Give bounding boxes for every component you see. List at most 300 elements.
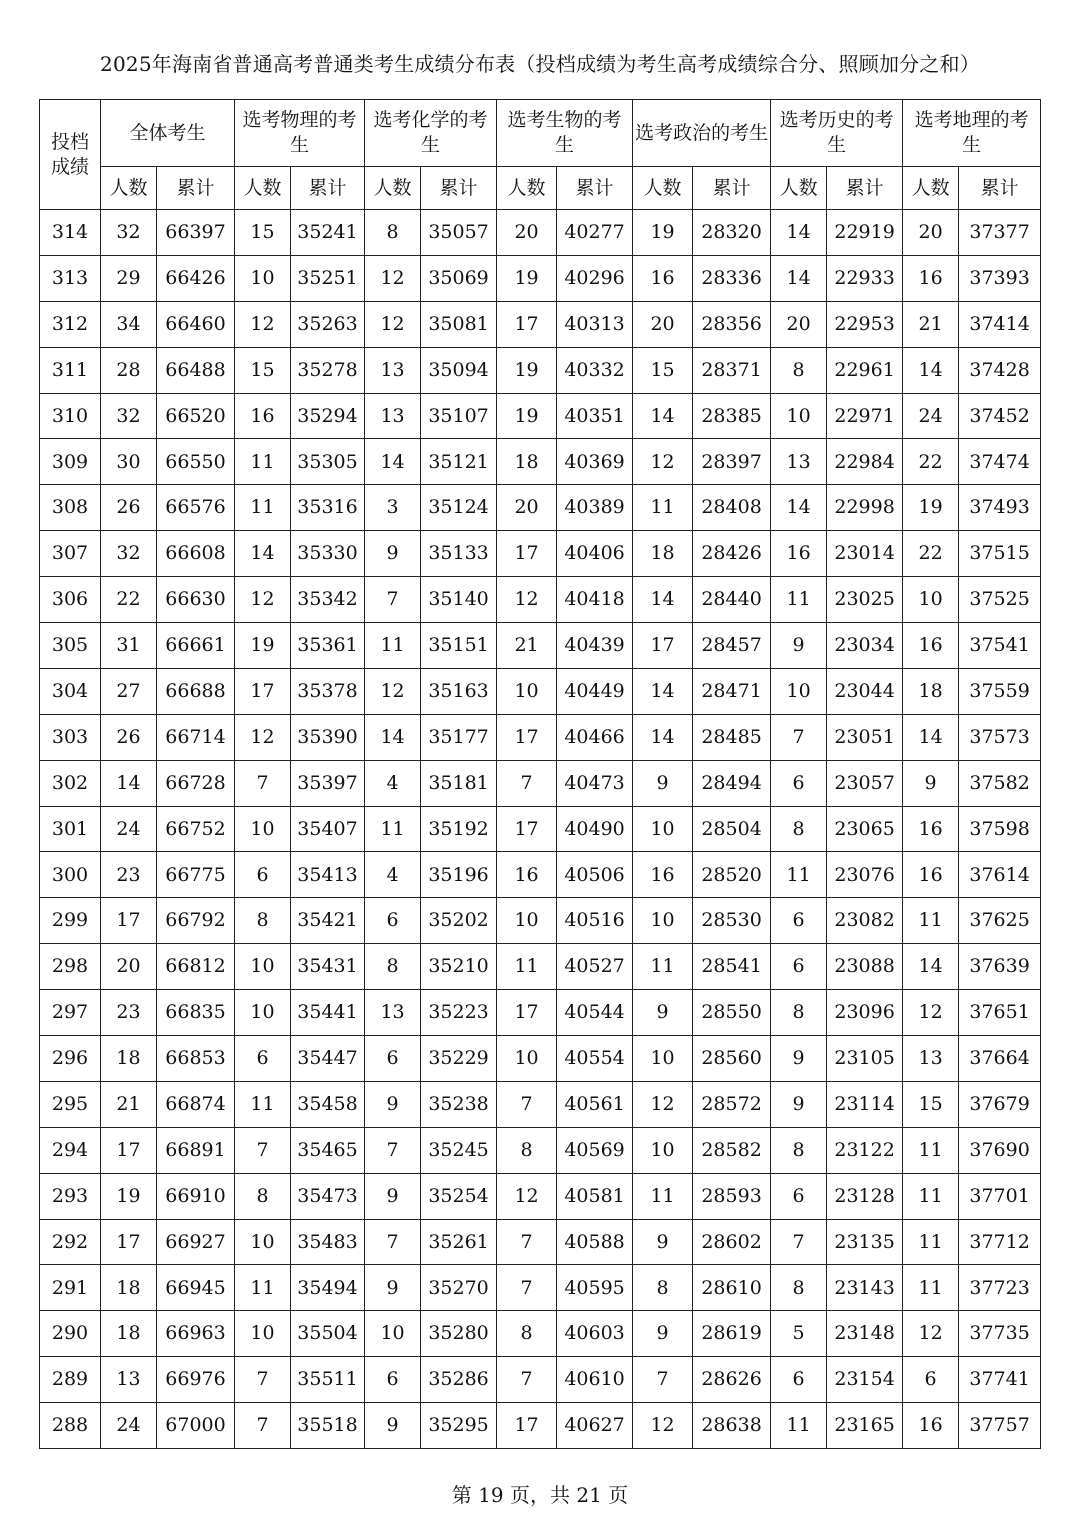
count-cell: 17	[235, 668, 291, 714]
count-cell: 9	[365, 1265, 421, 1311]
cumulative-cell: 35057	[421, 210, 497, 256]
count-header: 人数	[497, 167, 557, 210]
count-cell: 34	[101, 301, 157, 347]
count-cell: 7	[365, 1219, 421, 1265]
cumulative-header: 累计	[557, 167, 633, 210]
table-row	[40, 210, 1041, 256]
count-cell: 16	[771, 531, 827, 577]
count-header: 人数	[101, 167, 157, 210]
cumulative-cell: 35278	[291, 347, 365, 393]
cumulative-cell: 22971	[827, 393, 903, 439]
count-cell: 17	[101, 898, 157, 944]
count-cell: 11	[633, 944, 693, 990]
table-row	[40, 1081, 1041, 1127]
count-cell: 13	[365, 990, 421, 1036]
cumulative-cell: 40627	[557, 1403, 633, 1449]
cumulative-cell: 40449	[557, 668, 633, 714]
cumulative-cell: 40473	[557, 760, 633, 806]
count-cell: 8	[365, 210, 421, 256]
count-cell: 11	[771, 577, 827, 623]
cumulative-cell: 66688	[157, 668, 235, 714]
count-cell: 9	[771, 1036, 827, 1082]
score-cell: 310	[40, 393, 101, 439]
count-cell: 14	[903, 944, 959, 990]
cumulative-cell: 37573	[959, 714, 1041, 760]
cumulative-cell: 66853	[157, 1036, 235, 1082]
cumulative-cell: 37474	[959, 439, 1041, 485]
count-cell: 7	[235, 1127, 291, 1173]
cumulative-cell: 35251	[291, 255, 365, 301]
table-row	[40, 852, 1041, 898]
count-cell: 8	[497, 1311, 557, 1357]
cumulative-cell: 23065	[827, 806, 903, 852]
count-cell: 6	[365, 1036, 421, 1082]
cumulative-cell: 23082	[827, 898, 903, 944]
cumulative-cell: 66927	[157, 1219, 235, 1265]
count-cell: 17	[497, 990, 557, 1036]
count-cell: 12	[365, 668, 421, 714]
count-cell: 14	[235, 531, 291, 577]
table-row	[40, 1173, 1041, 1219]
table-row	[40, 1036, 1041, 1082]
page-footer: 第 19 页，共 21 页	[451, 1483, 629, 1507]
cumulative-cell: 66874	[157, 1081, 235, 1127]
count-cell: 15	[633, 347, 693, 393]
table-row	[40, 1127, 1041, 1173]
count-cell: 32	[101, 531, 157, 577]
cumulative-cell: 23096	[827, 990, 903, 1036]
count-cell: 28	[101, 347, 157, 393]
cumulative-cell: 40369	[557, 439, 633, 485]
count-cell: 12	[633, 439, 693, 485]
cumulative-cell: 40296	[557, 255, 633, 301]
count-cell: 17	[497, 1403, 557, 1449]
count-cell: 11	[771, 852, 827, 898]
count-cell: 12	[903, 990, 959, 1036]
cumulative-cell: 35229	[421, 1036, 497, 1082]
count-cell: 10	[633, 898, 693, 944]
score-cell: 293	[40, 1173, 101, 1219]
count-cell: 20	[771, 301, 827, 347]
score-cell: 302	[40, 760, 101, 806]
count-cell: 11	[903, 1173, 959, 1219]
table-row	[40, 898, 1041, 944]
count-cell: 24	[903, 393, 959, 439]
count-cell: 18	[101, 1311, 157, 1357]
cumulative-cell: 35397	[291, 760, 365, 806]
score-cell: 309	[40, 439, 101, 485]
count-cell: 6	[771, 944, 827, 990]
cumulative-cell: 40406	[557, 531, 633, 577]
cumulative-cell: 37559	[959, 668, 1041, 714]
cumulative-cell: 23122	[827, 1127, 903, 1173]
count-cell: 20	[903, 210, 959, 256]
count-cell: 10	[235, 944, 291, 990]
count-cell: 18	[101, 1036, 157, 1082]
table-row	[40, 531, 1041, 577]
count-cell: 6	[365, 1357, 421, 1403]
cumulative-cell: 22919	[827, 210, 903, 256]
cumulative-cell: 37701	[959, 1173, 1041, 1219]
count-cell: 9	[633, 1311, 693, 1357]
count-cell: 10	[497, 1036, 557, 1082]
cumulative-cell: 66397	[157, 210, 235, 256]
cumulative-cell: 28397	[693, 439, 771, 485]
cumulative-cell: 35223	[421, 990, 497, 1036]
count-header: 人数	[235, 167, 291, 210]
table-row	[40, 806, 1041, 852]
cumulative-cell: 28356	[693, 301, 771, 347]
cumulative-cell: 28371	[693, 347, 771, 393]
cumulative-cell: 23014	[827, 531, 903, 577]
count-cell: 7	[497, 1081, 557, 1127]
count-cell: 19	[497, 255, 557, 301]
count-cell: 17	[497, 531, 557, 577]
count-cell: 16	[903, 623, 959, 669]
count-cell: 14	[771, 485, 827, 531]
cumulative-cell: 37541	[959, 623, 1041, 669]
score-cell: 305	[40, 623, 101, 669]
cumulative-cell: 40610	[557, 1357, 633, 1403]
cumulative-cell: 35330	[291, 531, 365, 577]
table-row	[40, 347, 1041, 393]
cumulative-cell: 23165	[827, 1403, 903, 1449]
count-cell: 14	[633, 577, 693, 623]
cumulative-cell: 23057	[827, 760, 903, 806]
count-cell: 7	[497, 1265, 557, 1311]
count-cell: 19	[497, 393, 557, 439]
cumulative-cell: 40595	[557, 1265, 633, 1311]
group-header-physics: 选考物理的考生	[235, 100, 365, 167]
count-cell: 14	[365, 714, 421, 760]
count-cell: 17	[497, 714, 557, 760]
group-header-chemistry: 选考化学的考生	[365, 100, 497, 167]
cumulative-cell: 28530	[693, 898, 771, 944]
count-cell: 24	[101, 806, 157, 852]
count-cell: 8	[771, 990, 827, 1036]
cumulative-cell: 23154	[827, 1357, 903, 1403]
count-cell: 9	[365, 1403, 421, 1449]
cumulative-cell: 40418	[557, 577, 633, 623]
cumulative-cell: 35483	[291, 1219, 365, 1265]
cumulative-cell: 66576	[157, 485, 235, 531]
cumulative-cell: 28550	[693, 990, 771, 1036]
cumulative-cell: 66945	[157, 1265, 235, 1311]
cumulative-cell: 66608	[157, 531, 235, 577]
count-cell: 14	[633, 393, 693, 439]
count-cell: 9	[365, 1173, 421, 1219]
cumulative-cell: 35121	[421, 439, 497, 485]
count-cell: 14	[633, 668, 693, 714]
count-cell: 9	[633, 1219, 693, 1265]
cumulative-cell: 28320	[693, 210, 771, 256]
count-cell: 15	[235, 210, 291, 256]
cumulative-cell: 66835	[157, 990, 235, 1036]
count-cell: 6	[771, 1357, 827, 1403]
count-cell: 11	[365, 623, 421, 669]
count-cell: 7	[497, 1219, 557, 1265]
count-cell: 12	[903, 1311, 959, 1357]
count-cell: 8	[771, 1265, 827, 1311]
count-cell: 23	[101, 852, 157, 898]
score-cell: 307	[40, 531, 101, 577]
cumulative-cell: 28426	[693, 531, 771, 577]
count-cell: 7	[497, 1357, 557, 1403]
count-cell: 20	[633, 301, 693, 347]
count-cell: 11	[903, 898, 959, 944]
count-cell: 14	[633, 714, 693, 760]
cumulative-cell: 23051	[827, 714, 903, 760]
cumulative-cell: 66963	[157, 1311, 235, 1357]
count-cell: 10	[497, 898, 557, 944]
count-cell: 26	[101, 714, 157, 760]
count-cell: 6	[235, 852, 291, 898]
score-cell: 292	[40, 1219, 101, 1265]
count-cell: 11	[903, 1127, 959, 1173]
cumulative-cell: 35181	[421, 760, 497, 806]
cumulative-cell: 28626	[693, 1357, 771, 1403]
cumulative-cell: 35124	[421, 485, 497, 531]
count-cell: 19	[101, 1173, 157, 1219]
count-cell: 14	[101, 760, 157, 806]
score-distribution-table	[39, 99, 1041, 1449]
count-cell: 5	[771, 1311, 827, 1357]
cumulative-cell: 23076	[827, 852, 903, 898]
cumulative-cell: 35473	[291, 1173, 365, 1219]
cumulative-cell: 35261	[421, 1219, 497, 1265]
cumulative-cell: 35263	[291, 301, 365, 347]
cumulative-cell: 28408	[693, 485, 771, 531]
table-row	[40, 944, 1041, 990]
cumulative-cell: 40603	[557, 1311, 633, 1357]
count-cell: 22	[903, 531, 959, 577]
cumulative-cell: 37598	[959, 806, 1041, 852]
cumulative-cell: 40351	[557, 393, 633, 439]
count-cell: 10	[235, 990, 291, 1036]
cumulative-cell: 35361	[291, 623, 365, 669]
cumulative-cell: 66520	[157, 393, 235, 439]
cumulative-cell: 28602	[693, 1219, 771, 1265]
cumulative-cell: 28520	[693, 852, 771, 898]
count-cell: 12	[365, 255, 421, 301]
count-cell: 8	[365, 944, 421, 990]
count-cell: 6	[771, 898, 827, 944]
cumulative-cell: 66714	[157, 714, 235, 760]
cumulative-cell: 66661	[157, 623, 235, 669]
table-row	[40, 1403, 1041, 1449]
cumulative-cell: 40569	[557, 1127, 633, 1173]
count-cell: 6	[771, 760, 827, 806]
score-cell: 300	[40, 852, 101, 898]
count-cell: 13	[903, 1036, 959, 1082]
count-header: 人数	[365, 167, 421, 210]
cumulative-cell: 35342	[291, 577, 365, 623]
document-title: 2025年海南省普通高考普通类考生成绩分布表（投档成绩为考生高考成绩综合分、照顾加分之和）	[100, 52, 980, 76]
cumulative-cell: 22953	[827, 301, 903, 347]
count-cell: 27	[101, 668, 157, 714]
count-cell: 12	[235, 714, 291, 760]
count-cell: 17	[497, 806, 557, 852]
count-header: 人数	[633, 167, 693, 210]
count-cell: 21	[497, 623, 557, 669]
cumulative-cell: 28336	[693, 255, 771, 301]
group-header-biology: 选考生物的考生	[497, 100, 633, 167]
score-cell: 291	[40, 1265, 101, 1311]
score-cell: 308	[40, 485, 101, 531]
cumulative-cell: 66460	[157, 301, 235, 347]
count-cell: 13	[101, 1357, 157, 1403]
count-cell: 7	[365, 1127, 421, 1173]
count-cell: 10	[771, 668, 827, 714]
cumulative-cell: 23034	[827, 623, 903, 669]
count-cell: 16	[633, 852, 693, 898]
count-cell: 20	[497, 485, 557, 531]
cumulative-cell: 35133	[421, 531, 497, 577]
count-cell: 7	[365, 577, 421, 623]
cumulative-cell: 28504	[693, 806, 771, 852]
count-cell: 11	[235, 439, 291, 485]
count-cell: 17	[101, 1127, 157, 1173]
cumulative-cell: 23128	[827, 1173, 903, 1219]
count-cell: 7	[235, 1357, 291, 1403]
cumulative-header: 累计	[291, 167, 365, 210]
count-cell: 21	[903, 301, 959, 347]
table-row	[40, 990, 1041, 1036]
table-body	[40, 210, 1041, 1449]
table-row	[40, 485, 1041, 531]
count-cell: 18	[497, 439, 557, 485]
score-cell: 297	[40, 990, 101, 1036]
count-cell: 13	[365, 347, 421, 393]
cumulative-cell: 35254	[421, 1173, 497, 1219]
count-cell: 9	[365, 531, 421, 577]
cumulative-cell: 28471	[693, 668, 771, 714]
cumulative-cell: 28494	[693, 760, 771, 806]
count-cell: 11	[235, 1265, 291, 1311]
count-cell: 9	[633, 990, 693, 1036]
count-cell: 10	[633, 1127, 693, 1173]
count-cell: 32	[101, 210, 157, 256]
cumulative-cell: 35447	[291, 1036, 365, 1082]
cumulative-cell: 22933	[827, 255, 903, 301]
score-cell: 313	[40, 255, 101, 301]
cumulative-cell: 37452	[959, 393, 1041, 439]
cumulative-cell: 35316	[291, 485, 365, 531]
cumulative-cell: 66728	[157, 760, 235, 806]
count-cell: 7	[771, 1219, 827, 1265]
count-cell: 9	[903, 760, 959, 806]
cumulative-cell: 66550	[157, 439, 235, 485]
cumulative-cell: 40389	[557, 485, 633, 531]
cumulative-cell: 35504	[291, 1311, 365, 1357]
cumulative-cell: 37428	[959, 347, 1041, 393]
cumulative-cell: 23044	[827, 668, 903, 714]
count-cell: 10	[365, 1311, 421, 1357]
cumulative-cell: 23105	[827, 1036, 903, 1082]
count-cell: 7	[633, 1357, 693, 1403]
cumulative-cell: 40332	[557, 347, 633, 393]
cumulative-cell: 66488	[157, 347, 235, 393]
count-cell: 9	[633, 760, 693, 806]
cumulative-cell: 28541	[693, 944, 771, 990]
cumulative-cell: 35305	[291, 439, 365, 485]
cumulative-cell: 37741	[959, 1357, 1041, 1403]
cumulative-cell: 35421	[291, 898, 365, 944]
cumulative-cell: 35202	[421, 898, 497, 944]
count-cell: 10	[235, 1219, 291, 1265]
cumulative-cell: 37664	[959, 1036, 1041, 1082]
count-cell: 6	[365, 898, 421, 944]
cumulative-header: 累计	[693, 167, 771, 210]
count-cell: 24	[101, 1403, 157, 1449]
cumulative-cell: 66891	[157, 1127, 235, 1173]
cumulative-cell: 23148	[827, 1311, 903, 1357]
count-cell: 4	[365, 760, 421, 806]
score-cell: 304	[40, 668, 101, 714]
count-cell: 11	[235, 1081, 291, 1127]
score-cell: 298	[40, 944, 101, 990]
cumulative-cell: 22961	[827, 347, 903, 393]
count-cell: 16	[903, 852, 959, 898]
count-cell: 10	[633, 1036, 693, 1082]
cumulative-header: 累计	[827, 167, 903, 210]
count-cell: 4	[365, 852, 421, 898]
cumulative-cell: 40554	[557, 1036, 633, 1082]
cumulative-cell: 35458	[291, 1081, 365, 1127]
score-cell: 306	[40, 577, 101, 623]
cumulative-cell: 28619	[693, 1311, 771, 1357]
count-cell: 12	[235, 577, 291, 623]
cumulative-cell: 35241	[291, 210, 365, 256]
count-cell: 30	[101, 439, 157, 485]
count-cell: 17	[497, 301, 557, 347]
cumulative-cell: 28457	[693, 623, 771, 669]
score-cell: 299	[40, 898, 101, 944]
score-cell: 289	[40, 1357, 101, 1403]
cumulative-cell: 40506	[557, 852, 633, 898]
cumulative-cell: 37690	[959, 1127, 1041, 1173]
count-cell: 23	[101, 990, 157, 1036]
count-cell: 7	[771, 714, 827, 760]
count-cell: 8	[497, 1127, 557, 1173]
count-cell: 19	[903, 485, 959, 531]
count-cell: 22	[903, 439, 959, 485]
score-cell: 301	[40, 806, 101, 852]
cumulative-cell: 67000	[157, 1403, 235, 1449]
cumulative-cell: 35069	[421, 255, 497, 301]
cumulative-cell: 40516	[557, 898, 633, 944]
cumulative-cell: 37712	[959, 1219, 1041, 1265]
count-cell: 8	[771, 347, 827, 393]
cumulative-cell: 35151	[421, 623, 497, 669]
cumulative-cell: 37757	[959, 1403, 1041, 1449]
count-cell: 32	[101, 393, 157, 439]
cumulative-cell: 40561	[557, 1081, 633, 1127]
cumulative-cell: 35163	[421, 668, 497, 714]
count-cell: 10	[633, 806, 693, 852]
count-cell: 12	[365, 301, 421, 347]
group-header-politics: 选考政治的考生	[633, 100, 771, 167]
count-cell: 8	[235, 1173, 291, 1219]
cumulative-cell: 28572	[693, 1081, 771, 1127]
cumulative-cell: 35494	[291, 1265, 365, 1311]
table-row	[40, 714, 1041, 760]
score-cell: 295	[40, 1081, 101, 1127]
cumulative-cell: 35378	[291, 668, 365, 714]
cumulative-cell: 66630	[157, 577, 235, 623]
cumulative-cell: 40439	[557, 623, 633, 669]
cumulative-cell: 35390	[291, 714, 365, 760]
